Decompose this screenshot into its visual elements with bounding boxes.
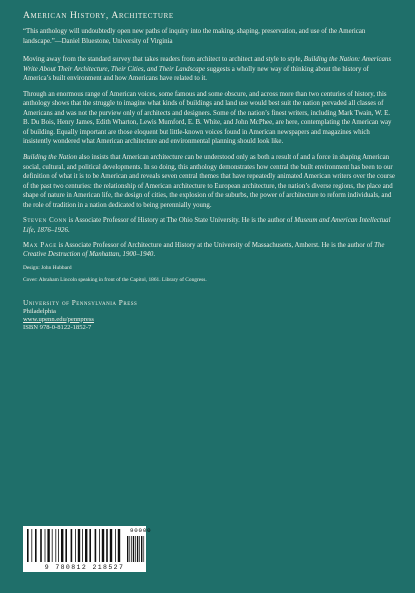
description-paragraph: Through an enormous range of American voices, some famous and some obscure, and across more than two centuries of history, this anthology shows that the struggle to imagine what kinds of buildings and land use would best suit the nation pervaded all classes of Americans and was not the purview only of architects and designers. Some of the nation’s finest writers, including Mark Twain, W. E. B. Du Bois, Henry James, Edith Wharton, Lewis Mumford, E. B. White, and John McPhee, are here, contemplating the American way of building. Equally important are those eloquent but little-known voices found in American newspapers and magazines which insistently wondered what American architecture and environmental planning should look like. (23, 90, 392, 146)
isbn-barcode (23, 526, 152, 572)
book-title: Building the Nation: Americans Write About Their Architecture, Their Cities, and Their Landscape (23, 56, 392, 73)
publisher-city: Philadelphia (23, 307, 56, 315)
cover-credit: Cover: Abraham Lincoln speaking in front of the Capitol, 1861. Library of Congress. (23, 277, 207, 284)
author-book-title: Museum and American Intellectual Life, 1876–1926 (23, 217, 391, 234)
category-label: American History, Architecture (23, 10, 174, 21)
back-cover (23, 10, 395, 332)
book-title-short: Building the Nation (23, 154, 77, 162)
intro-paragraph (23, 55, 395, 84)
isbn: ISBN 978-0-8122-1852-7 (23, 324, 92, 332)
publisher-block (23, 299, 395, 332)
themes-text: also insists that American architecture can be understood only as both a result of and a force in shaping American social, cultural, and political developments. In so doing, this anthology demonstrates how central the built environment has been to our definition of what it is to be American and reveals seven central themes that have repeatedly animated American writers over the course of the past two centuries: the relationship of American architecture to European architecture, the nation’s diverse regions, the place and shape of nature in American life, the design of cities, the explosion of the suburbs, the power of architecture to reform individuals, and the role of tradition in a nation dedicated to being perennially young. (23, 154, 395, 209)
author-bio-text: is Associate Professor of Architecture and History at the University of Massachusetts, Amherst. He is the author of (56, 241, 375, 249)
author-name: Max Page (23, 241, 57, 249)
author-bio-end: . (67, 226, 70, 234)
author-bio-conn (23, 216, 395, 235)
price-code: 90000 (130, 527, 152, 534)
design-credit: Design: John Hubbard (23, 265, 72, 272)
endorsement-quote: “This anthology will undoubtedly open new paths of inquiry into the making, shaping, preservation, and use of the American landscape.”—Daniel Bluestone, University of Virginia (23, 28, 366, 45)
publisher-name: University of Pennsylvania Press (23, 298, 138, 308)
author-bio-page (23, 241, 395, 260)
intro-text-start: Moving away from the standard survey that takes readers from architect to architect and style to style, (23, 56, 304, 64)
author-bio-text: is Associate Professor of History at The Ohio State University. He is the author of (66, 217, 295, 225)
author-name: Steven Conn (23, 217, 67, 225)
publisher-url-link[interactable]: www.upenn.edu/pennpress (23, 315, 94, 323)
author-book-title: The Creative Destruction of Manhattan, 1900–1940 (23, 241, 385, 259)
author-bio-end: . (153, 251, 156, 259)
themes-paragraph (23, 153, 395, 210)
intro-text-end: suggests a wholly new way of thinking about the history of America’s built environment and how Americans have related to it. (23, 65, 369, 83)
barcode-digits: 9 780812 218527 (44, 564, 125, 571)
